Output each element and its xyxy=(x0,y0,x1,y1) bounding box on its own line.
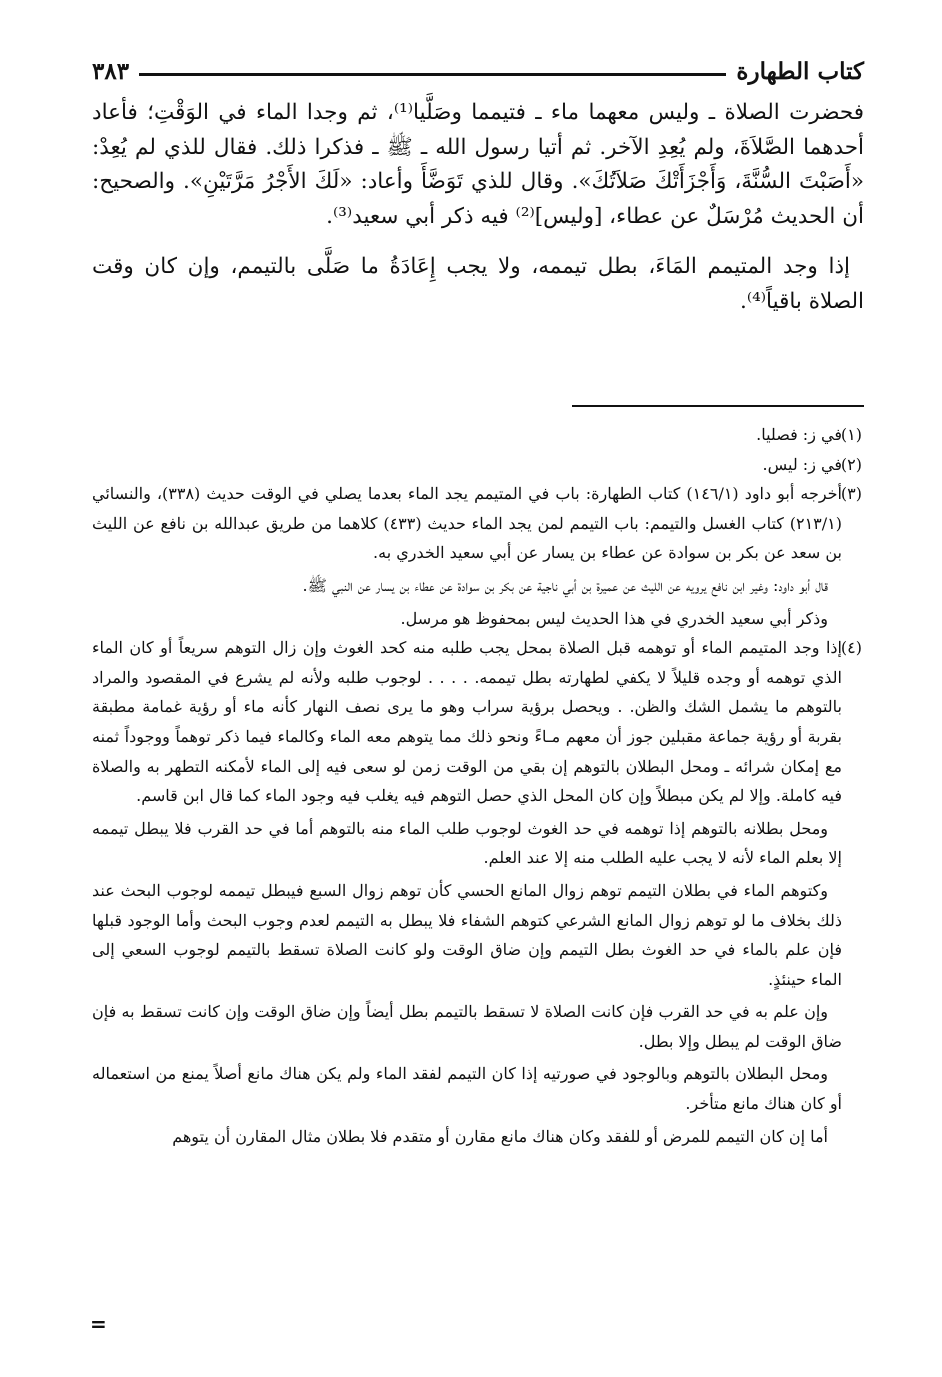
footnote-4-text: إذا وجد المتيمم الماء أو توهمه قبل الصلاة بمحل يجب طلبه منه كحد الغوث وإن زال التوهم سريعاً أو كان الماء الذي توهمه أو وجده قليلاً لا يكفي لطهارته بطل تيممه. . . . . لوجوب طلبه ولأنه لم يشرع في المقصود والمراد بالتوهم ما يشمل الشك والظن. . ويحصل برؤية سراب وهو ما يرى نصف النهار كأنه ماء أو رؤية غمامة مطبقة بقربة أو رؤية جماعة مقبلين جوز أن معهم مـاءً ونحو ذلك مما يتوهم معه الماء وكالماء فيما ذكر توهماً ووجوداً ثمنه مع إمكان شرائه ـ ومحل البطلان بالتوهم إن بقي من الوقت زمن لو سعى فيه إلى الماء لأمكنه التطهر به والصلاة فيه كاملة. وإلا لم يكن مبطلاً وإن كان المحل الذي حصل التوهم فيه يغلب فيه وجود الماء كما قال ابن قاسم. xyxy=(92,638,843,806)
running-header xyxy=(92,50,864,92)
page-number: ٣٨٣ xyxy=(92,57,130,85)
header-rule xyxy=(139,73,726,76)
continuation-mark: = xyxy=(90,1312,107,1336)
footnote-separator xyxy=(572,405,864,407)
footnote-4-paragraph-3: وكتوهم الماء في بطلان التيمم توهم زوال المانع الحسي كأن توهم زوال السبع فيبطل تيممه لوجوب البحث عند ذلك بخلاف ما لو توهم زوال المانع الشرعي كتوهم الشفاء فلا يبطل به التيمم لعدم وجوب البحث وأما الوجود قبلها فإن علم بالماء في حد الغوث بطل التيمم وإن ضاق الوقت ولو كانت الصلاة تسقط بالتيمم لوجوب السعي إلى الماء حينئذٍ. xyxy=(92,880,842,989)
footnote-4-paragraph-4: وإن علم به في حد القرب فإن كانت الصلاة لا تسقط بالتيمم بطل أيضاً وإن ضاق الوقت وإن كانت تسقط به فإن ضاق الوقت لم يبطل وإلا بطل. xyxy=(92,1002,842,1051)
footnote-3 xyxy=(92,479,862,568)
book-title: كتاب الطهارة xyxy=(736,57,864,85)
footnote-2 xyxy=(92,450,862,480)
main-text xyxy=(92,96,864,319)
footnote-1-number: (١) xyxy=(840,425,862,444)
footnote-2-text: في ز: ليس. xyxy=(762,454,842,474)
footnote-4-paragraph-2: ومحل بطلانه بالتوهم إذا توهمه في حد الغوث لوجوب طلب الماء منه بالتوهم أما في حد القرب فلا يبطل تيممه إلا بعلم الماء لأنه لا يجب عليه الطلب منه إلا عند العلم. xyxy=(92,818,842,868)
footnote-1 xyxy=(92,420,862,450)
footnote-3-mursal: وذكر أبي سعيد الخدري في هذا الحديث ليس بمحفوظ هو مرسل. xyxy=(400,608,828,628)
footnote-3-number: (٣) xyxy=(840,484,863,504)
footnote-3-abudawud: قال أبو داود: وغير ابن نافع يرويه عن الليث عن عميرة بن أبي ناجية عن بكر بن سوادة عن عطاء بن يسار عن النبي ﷺ. xyxy=(302,575,828,595)
footnote-1-text: في ز: فصليا. xyxy=(756,425,842,444)
footnotes xyxy=(92,420,862,1151)
footnote-4 xyxy=(92,633,862,811)
footnote-4-paragraph-6: أما إن كان التيمم للمرض أو للفقد وكان هناك مانع مقارن أو متقدم فلا بطلان مثال المقارن أن يتوهم xyxy=(172,1126,828,1146)
main-paragraph-2: إذا وجد المتيمم المَاءَ، بطل تيممه، ولا يجب إِعَادَةُ ما صَلَّى بالتيمم، وإن كان وقت الصلاة باقياً⁽⁴⁾. xyxy=(92,254,864,314)
footnote-2-number: (٢) xyxy=(840,454,862,474)
footnote-4-number: (٤) xyxy=(840,638,862,658)
main-paragraph-1: فحضرت الصلاة ـ وليس معهما ماء ـ فتيمما وصَلَّيا⁽¹⁾، ثم وجدا الماء في الوَقْتِ؛ فأعاد أحدهما الصَّلاَةَ، ولم يُعِدِ الآخر. ثم أتيا رسول الله ـ ﷺ ـ فذكرا ذلك. فقال للذي لم يُعِدْ: «أَصَبْتَ السُّنَّةَ، وَأَجْزَأَتْكَ صَلاَتُكَ». وقال للذي تَوَضَّأَ وأعاد: «لَكَ الأَجْرُ مَرَّتَيْنِ». والصحيح: أن الحديث مُرْسَلٌ عن عطاء، [وليس]⁽²⁾ فيه ذكر أبي سعيد⁽³⁾. xyxy=(92,100,864,229)
footnote-3-text: أخرجه أبو داود (١٤٦/١) كتاب الطهارة: باب في المتيمم يجد الماء بعدما يصلي في الوقت حديث (٣٣٨)، والنسائي (٢١٣/١) كتاب الغسل والتيمم: باب التيمم لمن يجد الماء حديث (٤٣٣) كلاهما من طريق عبدالله بن نافع عن الليث بن سعد عن بكر بن سوادة عن عطاء بن يسار عن أبي سعيد الخدري به. xyxy=(92,484,843,563)
footnote-4-paragraph-5: ومحل البطلان بالتوهم وبالوجود في صورتيه إذا كان التيمم لفقد الماء ولم يكن هناك مانع أصلاً يمنع من استعماله أو كان هناك مانع متأخر. xyxy=(92,1064,842,1114)
